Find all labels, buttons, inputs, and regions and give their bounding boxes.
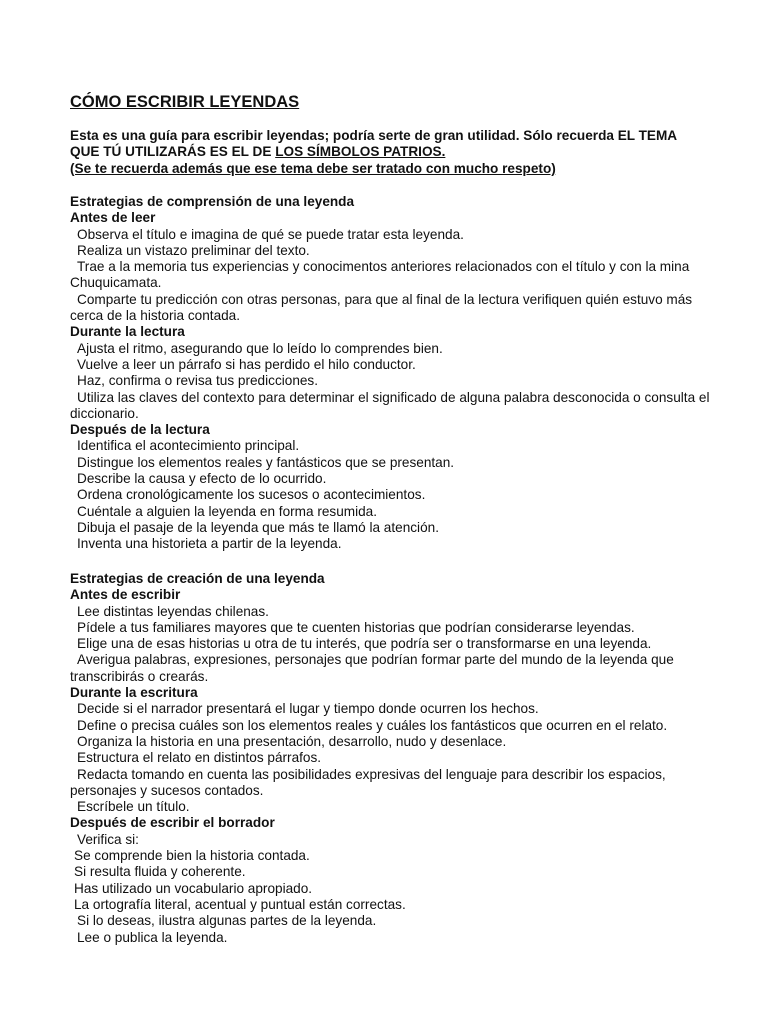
list-item-continuation: Chuquicamata. [70, 275, 162, 291]
list-item: Redacta tomando en cuenta las posibilidades expresivas del lenguaje para describir los espacios, [77, 766, 666, 782]
antes-de-escribir-heading: Antes de escribir [70, 587, 181, 603]
list-item: Observa el título e imagina de qué se puede tratar esta leyenda. [77, 226, 464, 242]
list-item: Haz, confirma o revisa tus predicciones. [77, 373, 319, 389]
intro-line-3: (Se te recuerda además que ese tema debe ser tratado con mucho respeto) [70, 160, 556, 176]
list-item-continuation: cerca de la historia contada. [70, 308, 241, 324]
list-item: Lee o publica la leyenda. [77, 929, 228, 945]
list-item: Trae a la memoria tus experiencias y conocimentos anteriores relacionados con el título y con la mina [77, 259, 690, 275]
list-item: Decide si el narrador presentará el lugar y tiempo donde ocurren los hechos. [77, 701, 539, 717]
list-item: Dibuja el pasaje de la leyenda que más te llamó la atención. [77, 519, 439, 535]
list-item: Verifica si: [77, 831, 139, 847]
list-item: Has utilizado un vocabulario apropiado. [74, 880, 313, 896]
list-item-continuation: personajes y sucesos contados. [70, 782, 264, 798]
list-item: Lee distintas leyendas chilenas. [77, 603, 269, 619]
durante-la-escritura-heading: Durante la escritura [70, 685, 198, 701]
list-item: Utiliza las claves del contexto para determinar el significado de alguna palabra desconocida o consulta el [77, 389, 710, 405]
list-item: Inventa una historieta a partir de la leyenda. [77, 536, 342, 552]
intro-paragraph [70, 128, 750, 177]
list-item: Realiza un vistazo preliminar del texto. [77, 242, 310, 258]
list-item: Escríbele un título. [77, 799, 190, 815]
list-item: Si resulta fluida y coherente. [74, 864, 246, 880]
list-item: Distingue los elementos reales y fantásticos que se presentan. [77, 454, 455, 470]
list-item: Organiza la historia en una presentación, desarrollo, nudo y desenlace. [77, 733, 507, 749]
antes-de-leer-heading: Antes de leer [70, 210, 156, 226]
durante-la-lectura-heading: Durante la lectura [70, 324, 185, 340]
intro-emphasis: LOS SÍMBOLOS PATRIOS. [275, 144, 446, 160]
intro-line-1: Esta es una guía para escribir leyendas; podría serte de gran utilidad. Sólo recuerda EL TEMA [70, 128, 678, 143]
list-item: Elige una de esas historias u otra de tu interés, que podría ser o transformarse en una leyenda. [77, 636, 652, 652]
intro-line-2 [70, 144, 750, 160]
list-item: Define o precisa cuáles son los elementos reales y cuáles los fantásticos que ocurren en el relato. [77, 717, 668, 733]
list-item: Si lo deseas, ilustra algunas partes de la leyenda. [77, 913, 377, 929]
list-item: Vuelve a leer un párrafo si has perdido el hilo conductor. [77, 356, 416, 372]
list-item: Estructura el relato en distintos párrafos. [77, 750, 322, 766]
list-item-continuation: transcribirás o crearás. [70, 668, 209, 684]
despues-de-la-lectura-heading: Después de la lectura [70, 422, 210, 438]
list-item: Ajusta el ritmo, asegurando que lo leído lo comprendes bien. [77, 340, 443, 356]
list-item: Describe la causa y efecto de lo ocurrido. [77, 471, 327, 487]
comprension-title: Estrategias de comprensión de una leyenda [70, 194, 355, 209]
list-item: Cuéntale a alguien la leyenda en forma resumida. [77, 503, 378, 519]
list-item-continuation: diccionario. [70, 405, 139, 421]
list-item: Averigua palabras, expresiones, personajes que podrían formar parte del mundo de la leyenda que [77, 652, 674, 668]
list-item: Se comprende bien la historia contada. [74, 848, 310, 864]
list-item: Ordena cronológicamente los sucesos o acontecimientos. [77, 487, 426, 503]
list-item: La ortografía literal, acentual y puntual están correctas. [74, 896, 406, 912]
despues-de-escribir-heading: Después de escribir el borrador [70, 815, 275, 831]
list-item: Pídele a tus familiares mayores que te cuenten historias que podrían considerarse leyendas. [77, 619, 635, 635]
intro-line-2-text: QUE TÚ UTILIZARÁS ES EL DE [70, 144, 276, 160]
creacion-section [70, 571, 730, 946]
list-item: Identifica el acontecimiento principal. [77, 438, 300, 454]
creacion-title: Estrategias de creación de una leyenda [70, 571, 325, 586]
page-title: CÓMO ESCRIBIR LEYENDAS [70, 93, 300, 111]
list-item: Comparte tu predicción con otras personas, para que al final de la lectura verifiquen quién estuvo más [77, 291, 693, 307]
comprension-section [70, 194, 730, 553]
